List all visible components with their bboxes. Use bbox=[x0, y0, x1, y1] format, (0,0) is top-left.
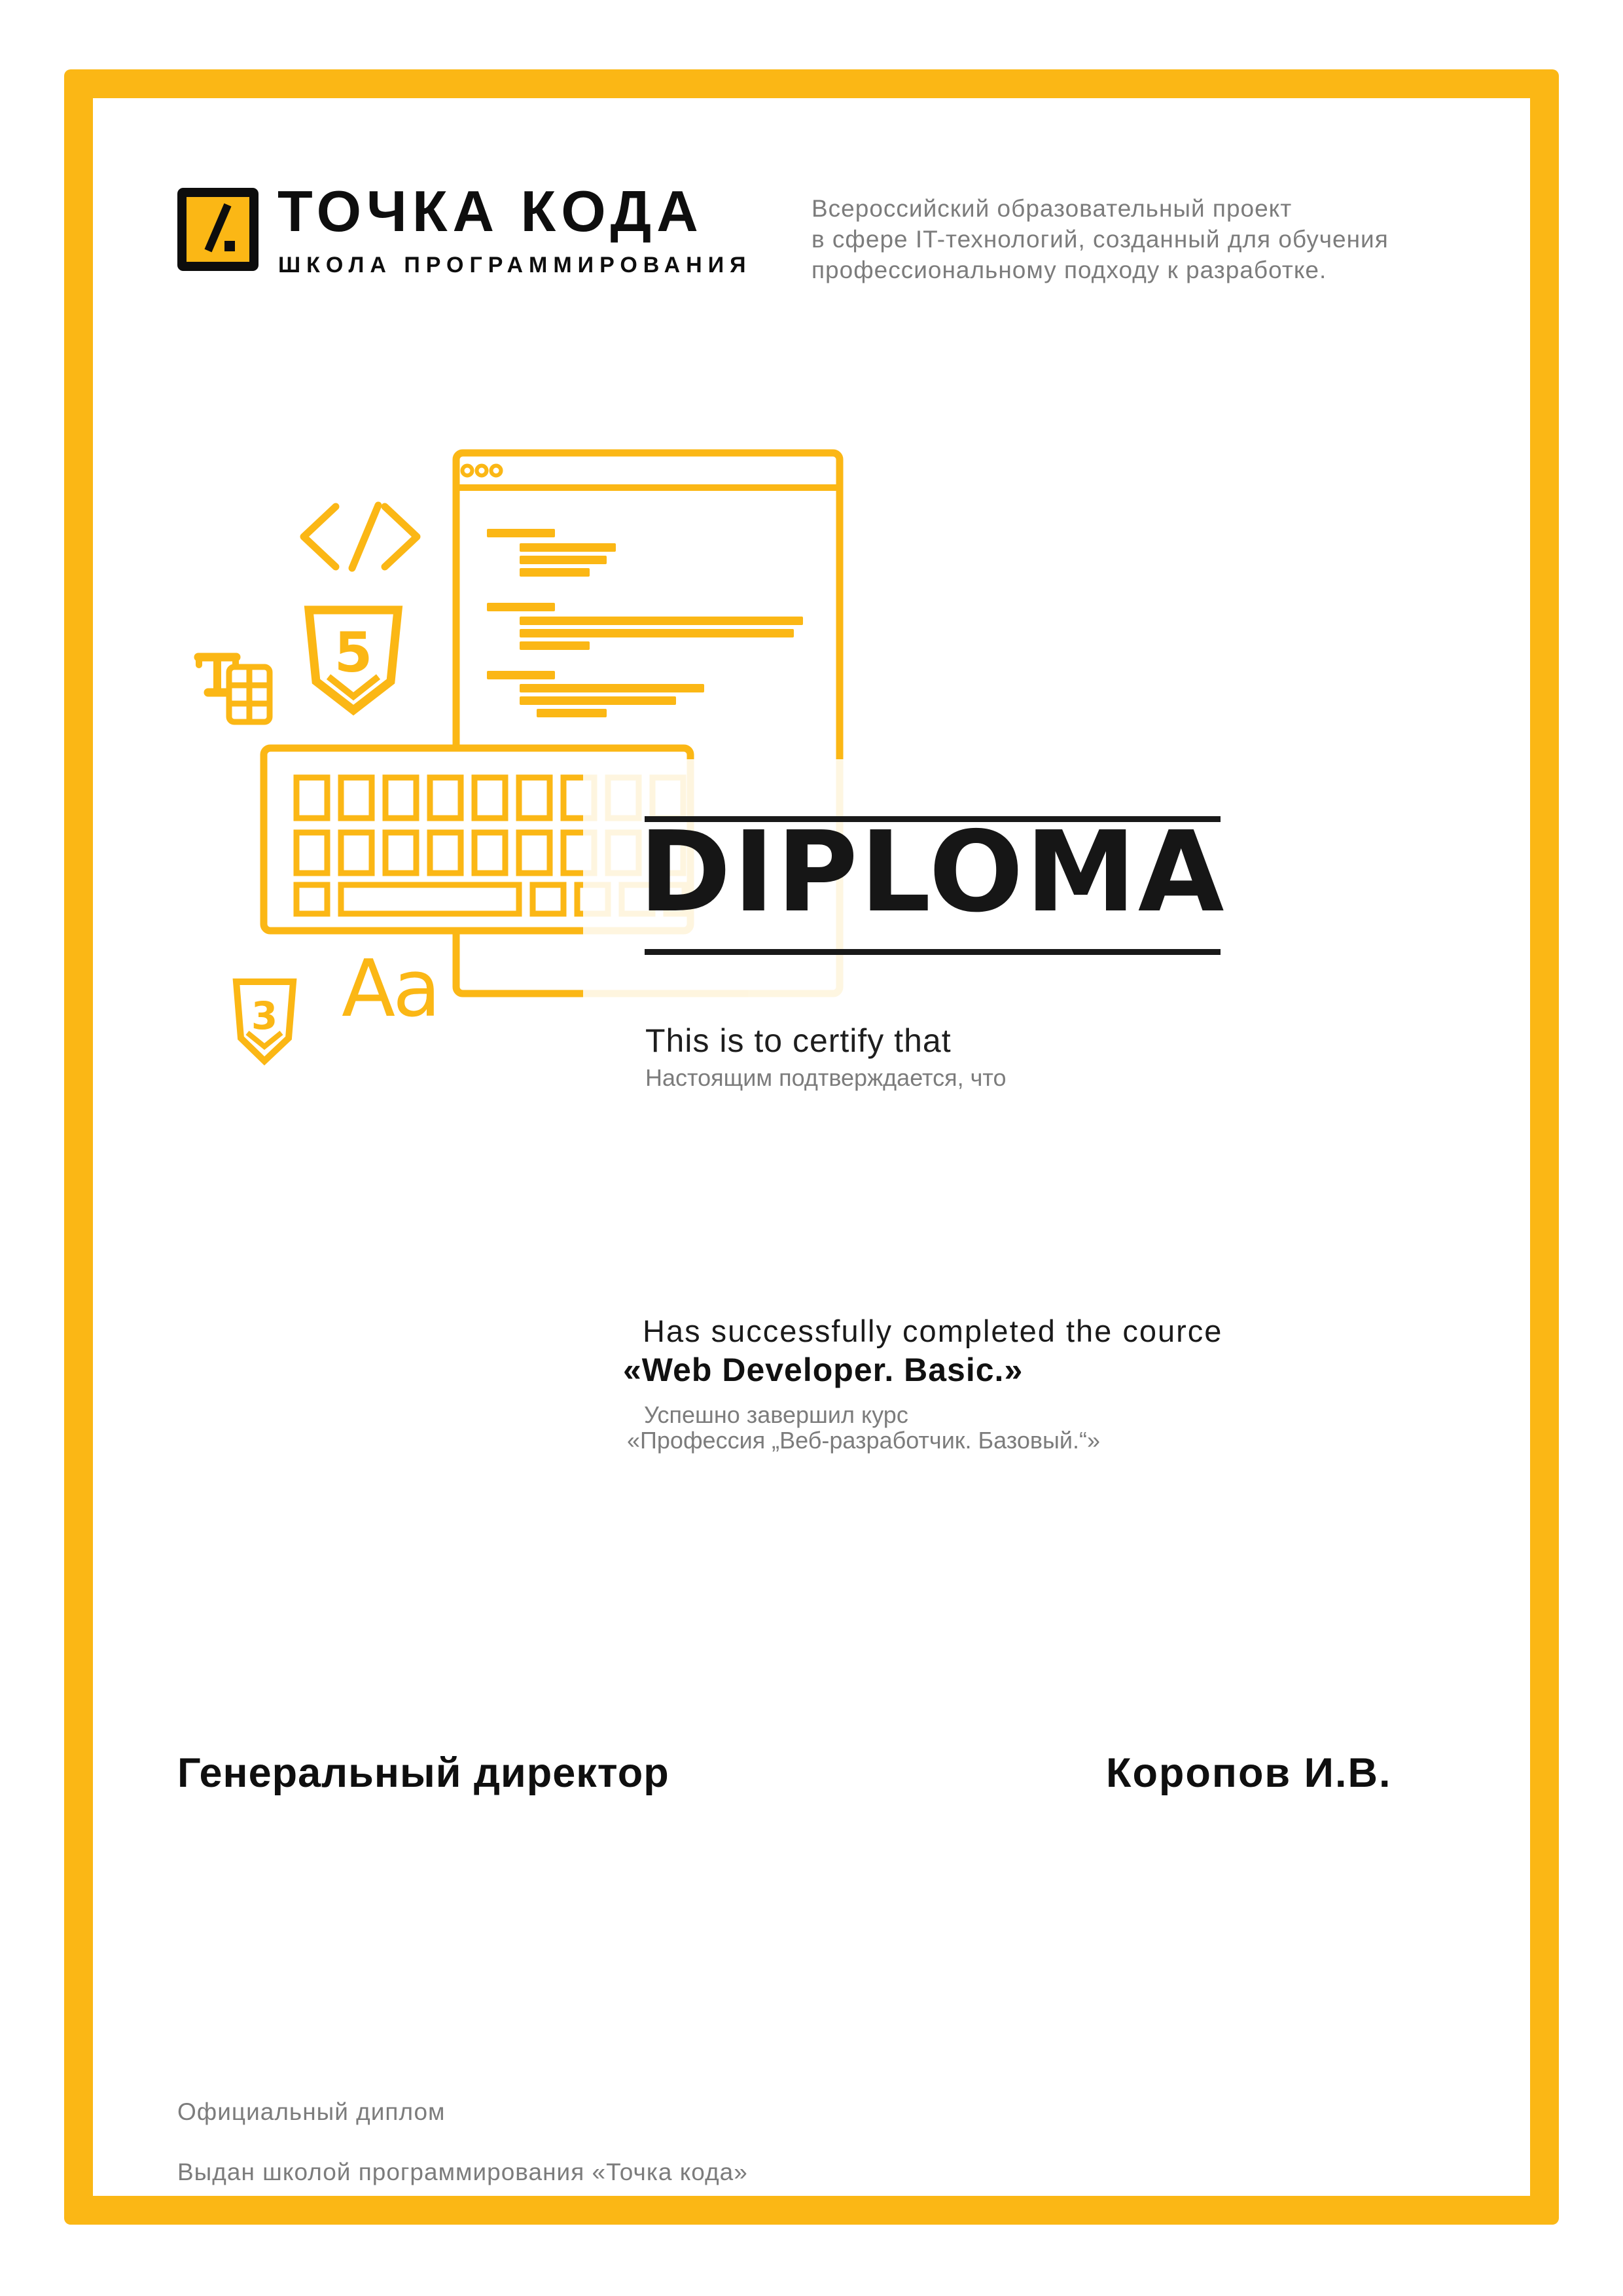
course-name-ru: «Профессия „Веб-разработчик. Базовый.“» bbox=[627, 1427, 1101, 1454]
diploma-title: DIPLOMA bbox=[639, 808, 1226, 937]
signature-name: Коропов И.В. bbox=[1106, 1750, 1392, 1796]
brand-logo-icon bbox=[177, 188, 259, 271]
diploma-rule-bottom bbox=[645, 949, 1221, 955]
about-line: в сфере IT-технологий, созданный для обучения bbox=[812, 226, 1389, 253]
footer-line: Выдан школой программирования «Точка кода» bbox=[177, 2159, 748, 2185]
about-line: Всероссийский образовательный проект bbox=[812, 195, 1293, 222]
signature-role: Генеральный директор bbox=[177, 1750, 669, 1796]
completed-line-en: Has successfully completed the cource bbox=[643, 1314, 1223, 1348]
brand-tagline: ШКОЛА ПРОГРАММИРОВАНИЯ bbox=[278, 253, 752, 278]
completed-line-ru: Успешно завершил курс bbox=[644, 1401, 908, 1428]
about-text bbox=[812, 193, 1389, 285]
about-line: профессиональному подходу к разработке. bbox=[812, 257, 1327, 283]
page-frame bbox=[64, 69, 1559, 2225]
course-name-en: «Web Developer. Basic.» bbox=[623, 1352, 1024, 1388]
brand-name: ТОЧКА КОДА bbox=[277, 179, 704, 243]
illustration-bold-layer bbox=[198, 453, 840, 1061]
certify-line-en: This is to certify that bbox=[645, 1022, 952, 1059]
certify-line-ru: Настоящим подтверждается, что bbox=[645, 1064, 1007, 1091]
coding-illustration bbox=[183, 419, 877, 1093]
footer-text bbox=[177, 2067, 748, 2217]
footer-line: Официальный диплом bbox=[177, 2098, 446, 2125]
